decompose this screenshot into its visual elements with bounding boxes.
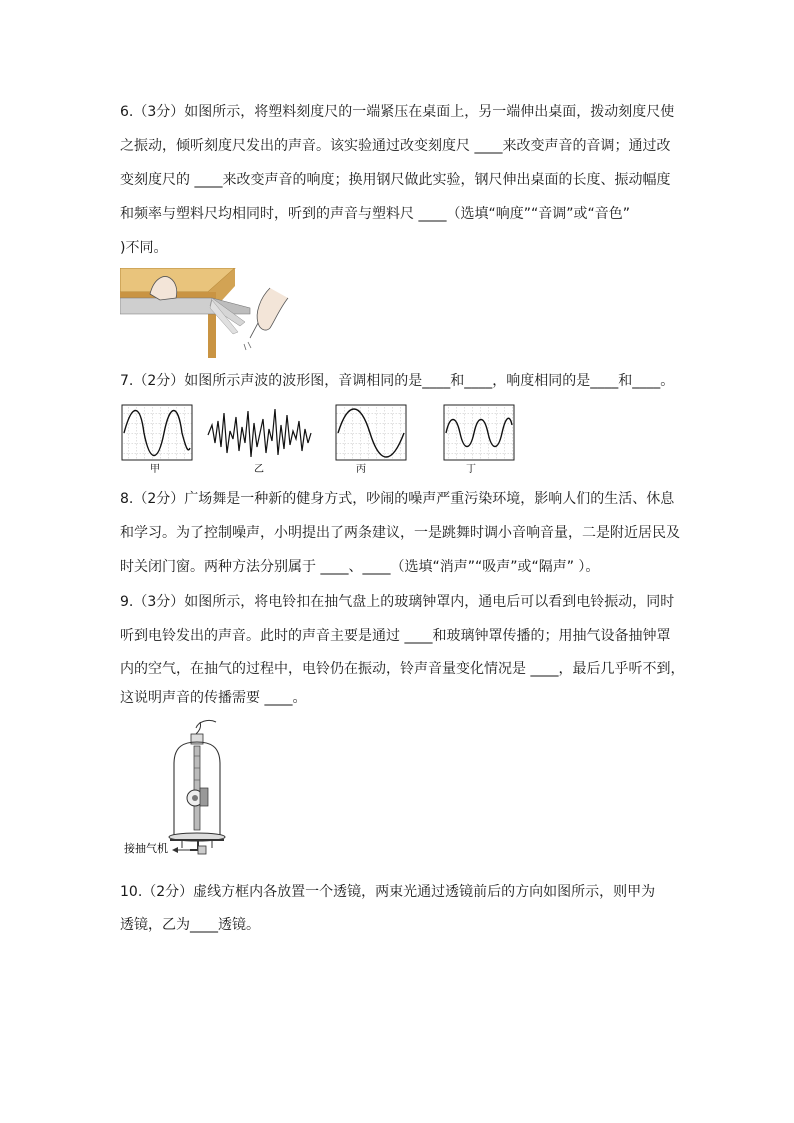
q9-line-4: 这说明声音的传播需要 ____。	[120, 690, 307, 706]
wave-label-bing: 丙	[356, 464, 366, 475]
wave-yi	[208, 409, 311, 475]
q8-line-2: 和学习。为了控制噪声，小明提出了两条建议，一是跳舞时调小音响音量，二是附近居民及	[120, 525, 680, 541]
wave-label-jia: 甲	[150, 464, 160, 475]
q9-line-2: 听到电铃发出的声音。此时的声音主要是通过 ____和玻璃钟罩传播的；用抽气设备抽钟罩	[120, 628, 671, 644]
q6-line-3: 变刻度尺的 ____来改变声音的响度；换用钢尺做此实验，钢尺伸出桌面的长度、振动幅度	[120, 172, 671, 188]
q7-line-1: 7.（2分）如图所示声波的波形图，音调相同的是____和____，响度相同的是____和____。	[120, 373, 675, 389]
wave-ding	[444, 405, 514, 475]
wave-label-yi: 乙	[254, 464, 264, 475]
q9-line-3: 内的空气，在抽气的过程中，电铃仍在振动，铃声音量变化情况是 ____，最后几乎听不到，	[120, 661, 685, 677]
q6-line-5: )不同。	[120, 240, 168, 256]
q10-line-2: 透镜，乙为____透镜。	[120, 917, 260, 933]
bell-jar-figure	[118, 716, 238, 861]
wave-bing	[336, 405, 406, 475]
q8-line-3: 时关闭门窗。两种方法分别属于 ____、____（选填“消声”“吸声”或“隔声” ）。	[120, 559, 600, 575]
q9-line-1: 9.（3分）如图所示，将电铃扣在抽气盘上的玻璃钟罩内，通电后可以看到电铃振动，同时	[120, 594, 675, 610]
q6-line-2: 之振动，倾听刻度尺发出的声音。该实验通过改变刻度尺 ____来改变声音的音调；通过改	[120, 138, 671, 154]
wave-label-ding: 丁	[466, 464, 476, 475]
ruler-on-table-figure	[120, 268, 290, 358]
waveform-figure	[120, 403, 520, 475]
vacuum-pump-label: 接抽气机	[124, 842, 168, 855]
wave-jia	[122, 405, 192, 475]
q6-line-4: 和频率与塑料尺均相同时，听到的声音与塑料尺 ____（选填“响度”“音调”或“音色”	[120, 206, 630, 222]
q6-line-1: 6.（3分）如图所示，将塑料刻度尺的一端紧压在桌面上，另一端伸出桌面，拨动刻度尺使	[120, 104, 675, 120]
q8-line-1: 8.（2分）广场舞是一种新的健身方式，吵闹的噪声严重污染环境，影响人们的生活、休息	[120, 491, 675, 507]
q10-line-1: 10.（2分）虚线方框内各放置一个透镜，两束光通过透镜前后的方向如图所示，则甲为	[120, 884, 656, 900]
